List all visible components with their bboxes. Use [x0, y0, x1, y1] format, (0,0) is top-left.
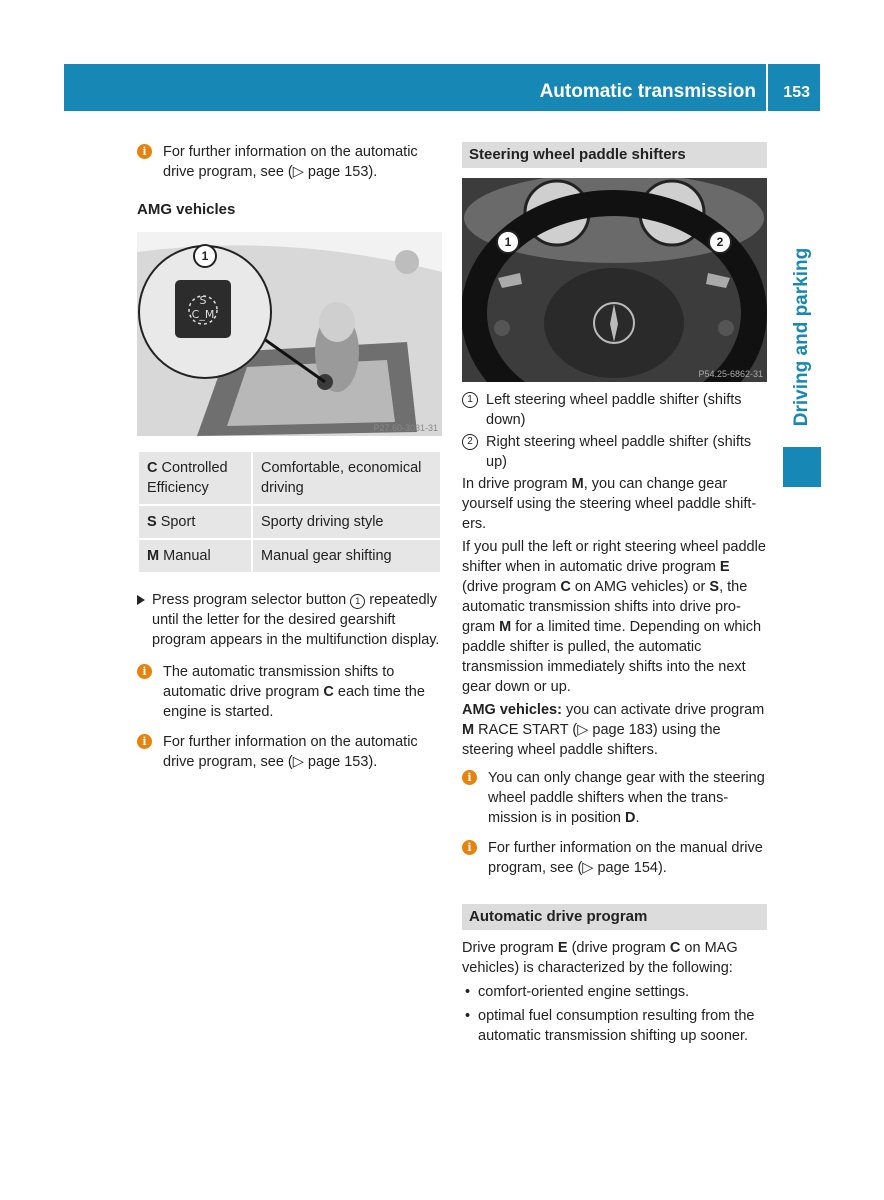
- legend-item: 2 Right steering wheel paddle shifter (shifts up): [462, 432, 767, 472]
- subheading-amg: AMG vehicles: [137, 201, 236, 218]
- paragraph: If you pull the left or right steering wheel paddle shifter when in automatic drive program E (drive program C on AMG vehicles) or S, the automatic transmission shifts into drive program M for a limited time. Depending on which paddle shifter is pulled, the automatic transmission immediately shifts into the next gear down or up.: [462, 539, 766, 695]
- section-heading-paddle-shifters: Steering wheel paddle shifters: [462, 142, 767, 168]
- info-note: i The automatic transmission shifts to automatic drive program C each time the engine is started.: [137, 662, 442, 722]
- legend-item: 1 Left steering wheel paddle shifter (shifts down): [462, 390, 767, 430]
- step-arrow-icon: [137, 595, 145, 605]
- table-row: C Controlled Efficiency Comfortable, economical driving: [138, 451, 441, 505]
- section-heading-automatic-drive: Automatic drive program: [462, 904, 767, 930]
- left-column: [137, 142, 442, 782]
- svg-text:S: S: [199, 294, 207, 307]
- steering-wheel-illustration: [462, 178, 767, 382]
- chapter-marker: [783, 447, 821, 487]
- instruction-step: Press program selector button 1 repeatedly until the letter for the desired gearshift program appears in the multifunction display.: [137, 590, 442, 650]
- info-icon: i: [462, 770, 477, 785]
- page-number: 153: [783, 84, 810, 101]
- right-column: [462, 142, 767, 1046]
- info-icon: i: [137, 664, 152, 679]
- header-divider: [766, 64, 768, 111]
- chapter-label: Driving and parking: [791, 247, 812, 427]
- legend: [462, 390, 767, 472]
- callout-1: 1: [193, 244, 217, 268]
- drive-program-table: [137, 450, 442, 574]
- image-ref-code: P27.60-3031-31: [373, 423, 438, 433]
- page-header: [64, 64, 820, 111]
- program-selector-photo: [137, 232, 442, 436]
- info-icon: i: [137, 734, 152, 749]
- program-selector-illustration: [137, 232, 442, 436]
- paragraph: AMG vehicles: you can activate drive program M RACE START (▷ page 183) using the steering wheel paddle shifters.: [462, 702, 765, 758]
- section-title: Automatic transmission: [539, 81, 756, 102]
- callout-1: 1: [496, 230, 520, 254]
- image-ref-code: P54.25-6862-31: [698, 369, 763, 379]
- table-row: S Sport Sporty driving style: [138, 505, 441, 539]
- info-note: i For further information on the automatic drive program, see (▷ page 153).: [137, 732, 442, 772]
- list-item: • comfort-oriented engine settings.: [462, 982, 767, 1002]
- info-icon: i: [137, 144, 152, 159]
- list-item: • optimal fuel consumption resulting from the automatic transmission shifting up sooner.: [462, 1006, 767, 1046]
- paragraph: In drive program M, you can change gear yourself using the steering wheel paddle shifters.: [462, 476, 757, 532]
- callout-1-inline: 1: [350, 594, 365, 609]
- info-note: i For further information on the automatic drive program, see (▷ page 153).: [137, 142, 442, 182]
- paragraph: Drive program E (drive program C on MAG vehicles) is characterized by the following:: [462, 940, 738, 976]
- callout-2: 2: [708, 230, 732, 254]
- steering-wheel-photo: [462, 178, 767, 382]
- svg-text:C_M: C_M: [191, 308, 215, 321]
- chapter-side-tab: [783, 232, 821, 442]
- info-note: i For further information on the manual drive program, see (▷ page 154).: [462, 838, 767, 878]
- table-row: M Manual Manual gear shifting: [138, 539, 441, 573]
- info-icon: i: [462, 840, 477, 855]
- info-note: i You can only change gear with the steering wheel paddle shifters when the transmission is in position D.: [462, 768, 767, 828]
